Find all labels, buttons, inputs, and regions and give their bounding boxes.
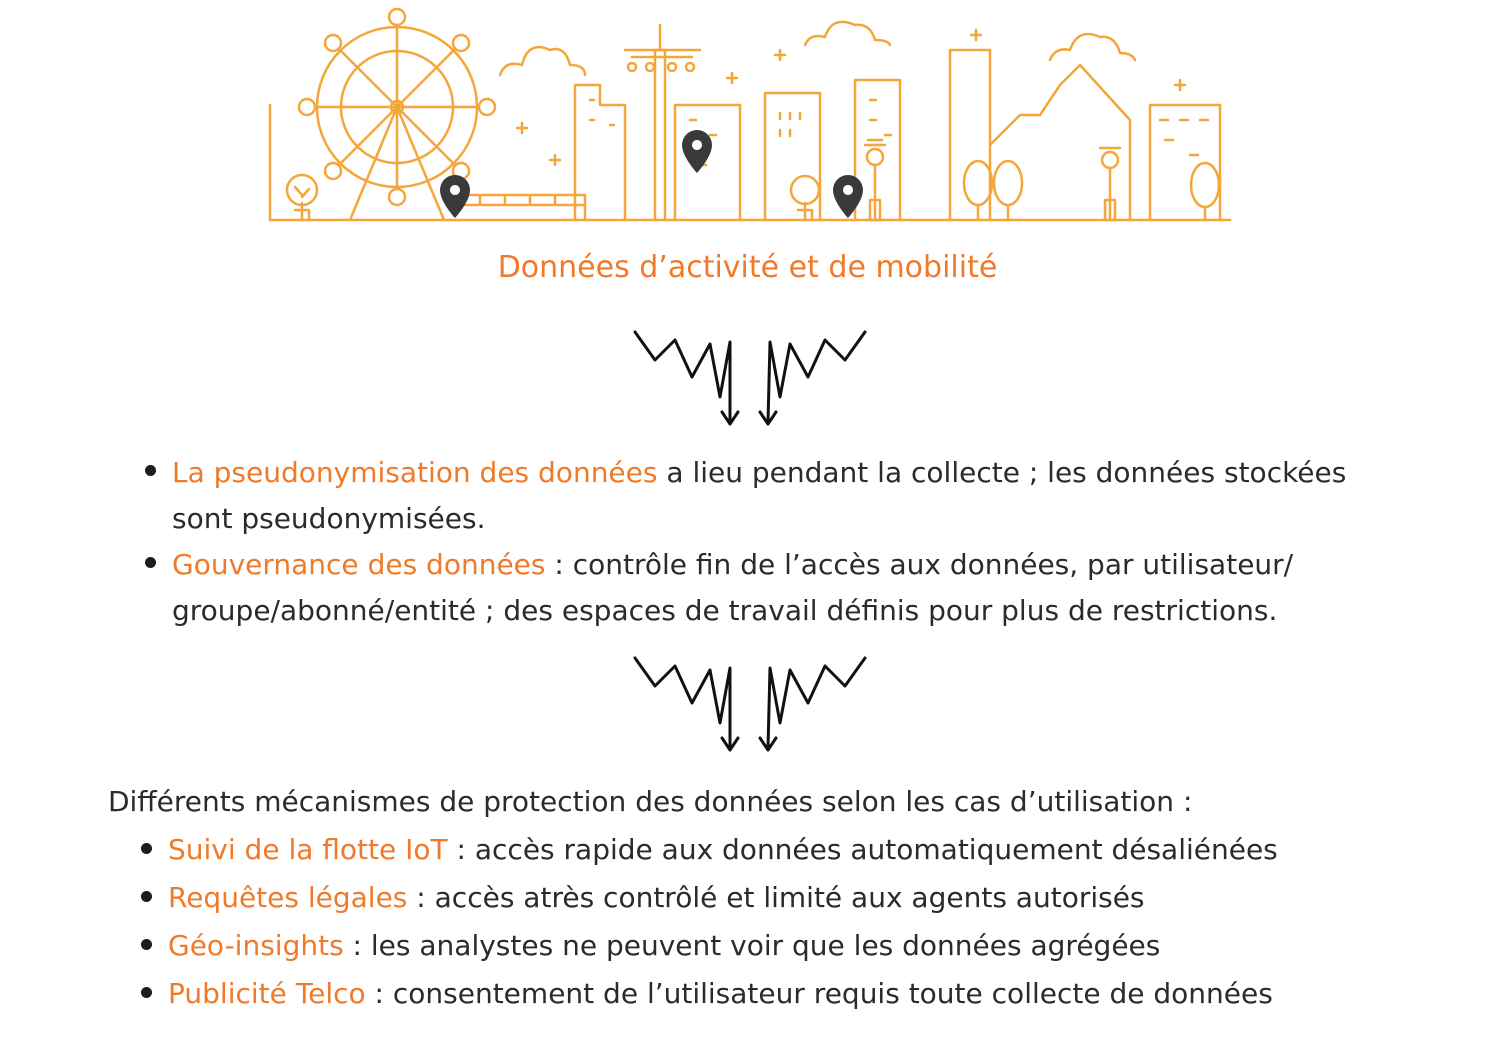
tower-icon bbox=[625, 25, 700, 220]
building-icon bbox=[575, 85, 625, 220]
item-highlight: La pseudonymisation des données bbox=[172, 456, 658, 489]
cloud-icon bbox=[805, 22, 890, 45]
use-case-list bbox=[168, 826, 1468, 1018]
bullet-icon bbox=[145, 557, 156, 568]
sparkle-icon bbox=[517, 30, 1185, 165]
list-item bbox=[168, 970, 1468, 1018]
item-text: : accès atrès contrôlé et limité aux agents autorisés bbox=[407, 881, 1145, 914]
city-skyline-illustration bbox=[260, 5, 1240, 235]
zigzag-down-arrows-icon bbox=[630, 648, 870, 758]
cloud-icon bbox=[1050, 34, 1135, 60]
item-highlight: Gouvernance des données bbox=[172, 548, 546, 581]
building-icon bbox=[950, 50, 990, 220]
item-text: : les analystes ne peuvent voir que les données agrégées bbox=[343, 929, 1161, 962]
item-text: : contrôle fin de l’accès aux données, par utilisateur/ groupe/abonné/entité ; des espaces de travail définis pour plus de restrictions. bbox=[172, 548, 1294, 627]
item-text: : accès rapide aux données automatiquement désaliénées bbox=[447, 833, 1278, 866]
location-pin-icon bbox=[682, 130, 712, 173]
bullet-icon bbox=[141, 939, 152, 950]
item-text: a lieu pendant la collecte ; les données stockées sont pseudonymisées. bbox=[172, 456, 1347, 535]
list-item bbox=[168, 874, 1468, 922]
list-item bbox=[172, 450, 1402, 542]
item-highlight: Publicité Telco bbox=[168, 977, 366, 1010]
zigzag-down-arrows-icon bbox=[630, 322, 870, 432]
protection-intro: Différents mécanismes de protection des données selon les cas d’utilisation : bbox=[108, 785, 1193, 818]
cloud-icon bbox=[500, 47, 585, 75]
bullet-icon bbox=[141, 987, 152, 998]
item-highlight: Géo-insights bbox=[168, 929, 344, 962]
pseudonymisation-list bbox=[172, 450, 1402, 634]
building-icon bbox=[1150, 105, 1220, 220]
location-pin-icon bbox=[833, 175, 863, 218]
item-highlight: Requêtes légales bbox=[168, 881, 408, 914]
list-item bbox=[172, 542, 1402, 634]
list-item bbox=[168, 922, 1468, 970]
bullet-icon bbox=[141, 891, 152, 902]
tree-icon bbox=[287, 175, 317, 220]
location-pin-icon bbox=[440, 175, 470, 218]
list-item bbox=[168, 826, 1468, 874]
item-text: : consentement de l’utilisateur requis toute collecte de données bbox=[365, 977, 1273, 1010]
bullet-icon bbox=[141, 843, 152, 854]
item-highlight: Suivi de la flotte IoT bbox=[168, 833, 448, 866]
page-title: Données d’activité et de mobilité bbox=[497, 250, 998, 285]
bullet-icon bbox=[145, 465, 156, 476]
building-icon bbox=[675, 105, 740, 220]
